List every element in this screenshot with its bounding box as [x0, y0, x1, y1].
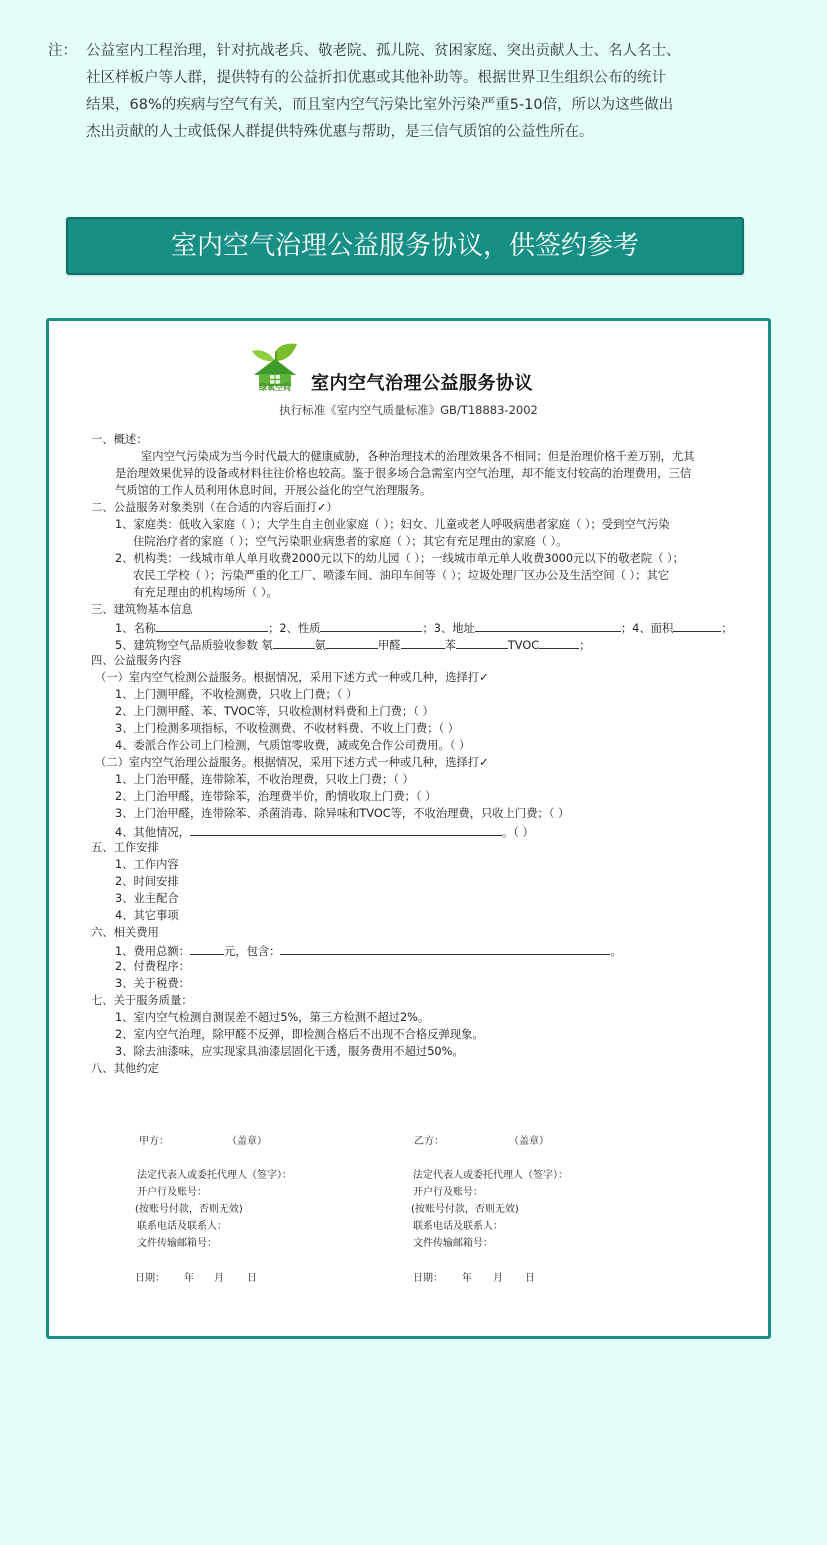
paragraph-line: 室内空气污染成为当今时代最大的健康威胁，各种治理技术的治理效果各不相同；但是治理价格千差万别，尤其: [141, 450, 695, 463]
party-b-contact: 联系电话及联系人：: [413, 1221, 503, 1232]
party-a-date: 日期：: [135, 1273, 165, 1284]
list-item: 4、委派合作公司上门检测，气质馆零收费，减或免合作公司费用。（ ）: [115, 739, 471, 752]
agreement-document-frame: [46, 318, 771, 1339]
includes-label: 元，包含：: [223, 945, 281, 958]
list-item: 1、上门测甲醛，不收检测费，只收上门费；（ ）: [115, 688, 358, 701]
air-params-row: [115, 636, 590, 654]
document-title: 室内空气治理公益服务协议: [311, 373, 533, 394]
list-item: 3、关于税费：: [115, 977, 190, 990]
list-item: 1、工作内容: [115, 858, 179, 871]
paragraph-line: 气质馆的工作人员利用休息时间，开展公益化的空气治理服务。: [115, 484, 432, 497]
document-standard: 执行标准《室内空气质量标准》GB/T18883-2002: [279, 403, 538, 417]
party-b-day: 日: [525, 1273, 535, 1284]
party-a-contact: 联系电话及联系人：: [137, 1221, 227, 1232]
party-b-bank-note: (按账号付款，否则无效): [411, 1204, 519, 1215]
section-heading: 四、公益服务内容: [91, 654, 182, 667]
list-item: 3、上门治甲醛，连带除苯、杀菌消毒、除异味和TVOC等，不收治理费，只收上门费；（ ）: [115, 807, 570, 820]
note-line: 社区样板户等人群，提供特有的公益折扣优惠或其他补助等。根据世界卫生组织公布的统计: [86, 70, 666, 86]
address-field[interactable]: [475, 619, 621, 632]
list-item: [115, 823, 534, 841]
list-item: 3、上门检测多项指标，不收检测费、不收材料费、不收上门费；（ ）: [115, 722, 460, 735]
list-item: 2、机构类：一线城市单人单月收费2000元以下的幼儿园（ ）；一线城市单元单人收费3000元以下的敬老院（ ）；: [115, 552, 684, 565]
logo-text: 绿氧空间: [259, 383, 291, 391]
agreement-document: [49, 321, 768, 1336]
list-item: 2、上门测甲醛、苯、TVOC等，只收检测材料费和上门费；（ ）: [115, 705, 434, 718]
benzene-field[interactable]: [456, 636, 508, 649]
area-label: ；4、面积: [620, 622, 674, 635]
section-heading: 六、相关费用: [91, 926, 159, 939]
party-a-seal: （盖章）: [227, 1136, 267, 1147]
party-b-month: 月: [493, 1273, 503, 1284]
party-a-rep: 法定代表人或委托代理人（签字）：: [137, 1170, 292, 1181]
param-ammonia: 氨: [314, 639, 326, 652]
party-b-year: 年: [462, 1273, 472, 1284]
section-heading: 一、概述：: [91, 433, 148, 446]
semicolon: ；: [721, 622, 733, 635]
list-item: 2、付费程序：: [115, 960, 190, 973]
party-a-year: 年: [184, 1273, 194, 1284]
nature-label: ；2、性质: [268, 622, 321, 635]
radon-field[interactable]: [273, 636, 315, 649]
section-heading: 三、建筑物基本信息: [91, 603, 193, 616]
party-b-date: 日期：: [413, 1273, 443, 1284]
name-field[interactable]: [156, 619, 268, 632]
list-item: 2、室内空气治理，除甲醛不反弹，即检测合格后不出现不合格反弹现象。: [115, 1028, 484, 1041]
ammonia-field[interactable]: [326, 636, 378, 649]
list-item: 有充足理由的机构场所（ ）。: [133, 586, 278, 599]
section-heading: 七、关于服务质量：: [91, 994, 193, 1007]
subsection-heading: （二）室内空气治理公益服务。根据情况，采用下述方式一种或几种，选择打✓: [95, 756, 489, 769]
other-label: 4、其他情况，: [115, 826, 190, 839]
nature-field[interactable]: [320, 619, 422, 632]
param-formaldehyde: 甲醛: [377, 639, 401, 652]
building-info-row: [115, 619, 733, 637]
list-item: 3、业主配合: [115, 892, 179, 905]
note-text: [86, 38, 778, 146]
includes-field[interactable]: [280, 942, 610, 955]
list-item: 2、上门治甲醛，连带除苯，治理费半价，酌情收取上门费；（ ）: [115, 790, 437, 803]
section-heading: 八、其他约定: [91, 1062, 159, 1075]
list-item: 2、时间安排: [115, 875, 179, 888]
list-item: 农民工学校（ ）；污染严重的化工厂、喷漆车间、油印车间等（ ）；垃圾处理厂区办公及生活空间（ ）；其它: [133, 569, 670, 582]
list-item: 1、上门治甲醛，连带除苯，不收治理费，只收上门费；（ ）: [115, 773, 414, 786]
list-item: 1、家庭类：低收入家庭（ ）；大学生自主创业家庭（ ）；妇女、儿童或老人呼吸病患者家庭（ ）；受到空气污染: [115, 518, 670, 531]
green-house-logo-icon: [249, 341, 301, 391]
note-line: 杰出贡献的人士或低保人群提供特殊优惠与帮助，是三信气质馆的公益性所在。: [86, 124, 594, 140]
subsection-heading: （一）室内空气检测公益服务。根据情况，采用下述方式一种或几种，选择打✓: [95, 671, 489, 684]
list-item: 1、室内空气检测自测误差不超过5%，第三方检测不超过2%。: [115, 1011, 430, 1024]
total-fee-label: 1、费用总额：: [115, 945, 190, 958]
note-label: 注：: [48, 43, 77, 59]
party-a-bank-note: (按账号付款，否则无效): [135, 1204, 243, 1215]
section-heading: 五、工作安排: [91, 841, 159, 854]
other-field[interactable]: [190, 823, 502, 836]
paragraph-line: 是治理效果优异的设备或材料往往价格也较高。鉴于很多场合急需室内空气治理，却不能支付较高的治理费用，三信: [115, 467, 692, 480]
area-field[interactable]: [673, 619, 721, 632]
param-benzene: 苯: [444, 639, 456, 652]
param-tvoc: TVOC: [507, 639, 540, 652]
tvoc-field[interactable]: [539, 636, 579, 649]
list-item: 住院治疗者的家庭（ ）；空气污染职业病患者的家庭（ ）；其它有充足理由的家庭（ ）。: [133, 535, 568, 548]
other-end: 。（ ）: [501, 826, 534, 839]
party-a-fax: 文件传输邮箱号：: [137, 1238, 217, 1249]
agreement-banner: 室内空气治理公益服务协议，供签约参考: [66, 217, 744, 275]
intro-note: [48, 38, 778, 146]
list-item: [115, 942, 622, 960]
list-item: 3、除去油漆味，应实现家具油漆层固化干透，服务费用不超过50%。: [115, 1045, 464, 1058]
party-a-month: 月: [214, 1273, 224, 1284]
total-fee-field[interactable]: [190, 942, 224, 955]
semicolon: ；: [579, 639, 591, 652]
party-b-rep: 法定代表人或委托代理人（签字）：: [413, 1170, 568, 1181]
party-b-label: 乙方：: [414, 1136, 444, 1147]
party-b-bank: 开户行及账号：: [413, 1187, 483, 1198]
party-a-label: 甲方：: [139, 1136, 169, 1147]
params-label: 5、建筑物空气品质验收参数: [115, 639, 258, 652]
party-b-fax: 文件传输邮箱号：: [413, 1238, 493, 1249]
party-a-day: 日: [247, 1273, 257, 1284]
address-label: ；3、地址: [422, 622, 475, 635]
fee-end: 。: [610, 945, 622, 958]
param-radon: 氡: [261, 639, 273, 652]
name-label: 1、名称: [115, 622, 157, 635]
formaldehyde-field[interactable]: [401, 636, 445, 649]
list-item: 4、其它事项: [115, 909, 179, 922]
note-line: 公益室内工程治理，针对抗战老兵、敬老院、孤儿院、贫困家庭、突出贡献人士、名人名士、: [86, 43, 681, 59]
section-heading: 二、公益服务对象类别（在合适的内容后面打✓）: [91, 501, 338, 514]
party-a-bank: 开户行及账号：: [137, 1187, 207, 1198]
party-b-seal: （盖章）: [509, 1136, 549, 1147]
note-line: 结果，68%的疾病与空气有关，而且室内空气污染比室外污染严重5-10倍，所以为这些做出: [86, 97, 674, 113]
